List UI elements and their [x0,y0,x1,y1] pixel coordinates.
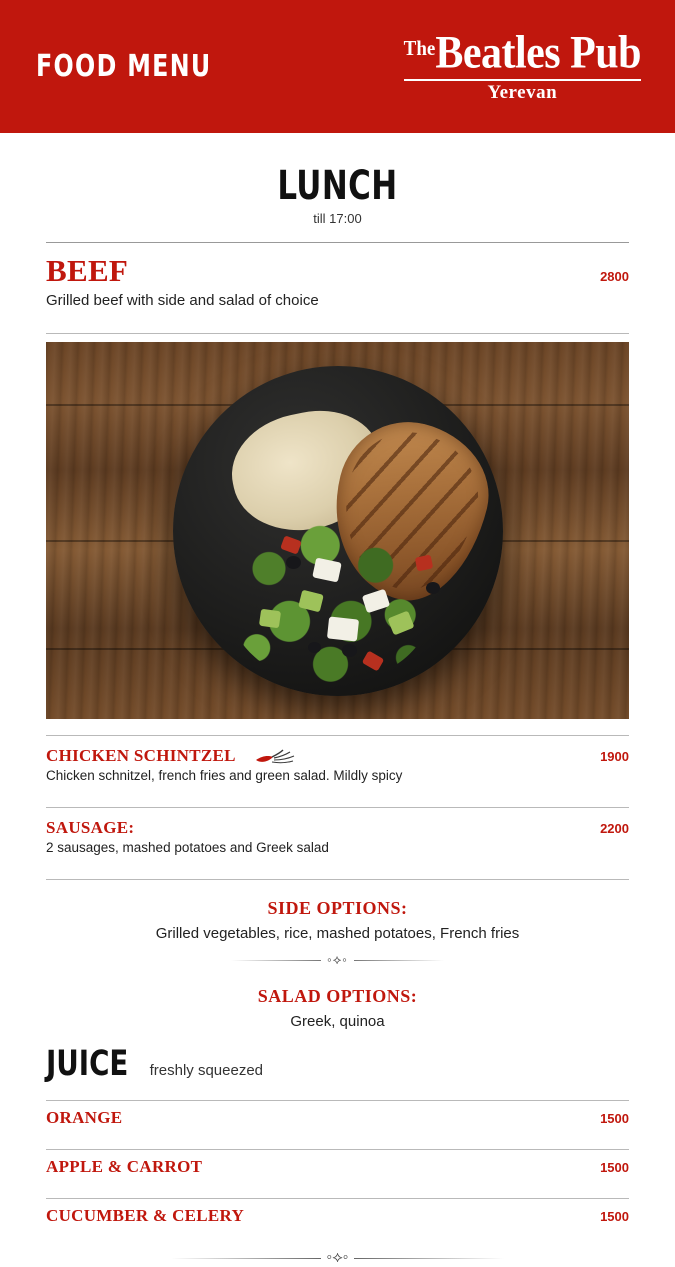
juice-subtitle: freshly squeezed [149,1062,264,1079]
juice-title: JUICE [46,1044,129,1084]
section-title: LUNCH [277,163,398,209]
juice-item-cucumber-celery [46,1199,629,1231]
juice-item-orange [46,1101,629,1133]
lunch-section-heading [46,133,629,226]
menu-item-description: 2 sausages, mashed potatoes and Greek salad [46,840,329,855]
divider-beef [46,333,629,334]
juice-item-apple-carrot [46,1150,629,1182]
menu-item-chicken-schintzel [46,736,629,791]
menu-item-price: 1900 [600,749,629,764]
ornament-divider [46,952,629,968]
menu-item-name: CHICKEN SCHINTZEL [46,746,236,765]
juice-item-name: CUCUMBER & CELERY [46,1206,245,1225]
dish-photo [46,342,629,719]
logo-main-text [403,26,641,79]
menu-body [0,133,675,1267]
side-options-text: Grilled vegetables, rice, mashed potatoes, French fries [155,925,520,942]
menu-item-description: Grilled beef with side and salad of choice [46,292,319,309]
menu-item-name: BEEF [46,253,129,288]
salad-options-block [46,986,629,1030]
juice-item-name: APPLE & CARROT [46,1157,203,1176]
divider-sausage [46,879,629,880]
section-subtitle: till 17:00 [313,211,362,226]
menu-item-header [46,818,629,838]
logo-divider [404,79,641,81]
logo-city-text: Yerevan [487,81,558,103]
menu-item-name: SAUSAGE: [46,818,135,837]
menu-item-price: 2200 [600,821,629,836]
menu-item-price: 2800 [600,269,629,284]
side-options-block [46,898,629,942]
menu-item-name-group [46,746,298,766]
juice-item-price: 1500 [600,1209,629,1224]
page-header [0,0,675,133]
menu-item-sausage [46,808,629,863]
salad-options-title: SALAD OPTIONS: [257,986,418,1006]
logo-name-text: Beatles Pub [435,26,641,79]
chili-pepper-icon [252,746,298,766]
logo-the-text: The [403,36,436,61]
juice-item-price: 1500 [600,1160,629,1175]
side-options-title: SIDE OPTIONS: [267,898,408,918]
green-salad [228,519,433,684]
menu-item-description: Chicken schnitzel, french fries and green salad. Mildly spicy [46,768,403,783]
juice-item-name: ORANGE [46,1108,123,1127]
ornament-glyph: ◦⟡◦ [327,952,348,967]
menu-item-beef [46,243,629,317]
juice-section-heading [46,1044,629,1084]
menu-item-header [46,253,629,289]
menu-item-header [46,746,629,766]
brand-logo [403,26,647,103]
page-title: FOOD MENU [36,49,212,84]
salad-options-text: Greek, quinoa [290,1013,385,1030]
footer-ornament-glyph: ◦⟡◦ [326,1249,349,1266]
juice-item-price: 1500 [600,1111,629,1126]
footer-ornament [46,1249,629,1267]
